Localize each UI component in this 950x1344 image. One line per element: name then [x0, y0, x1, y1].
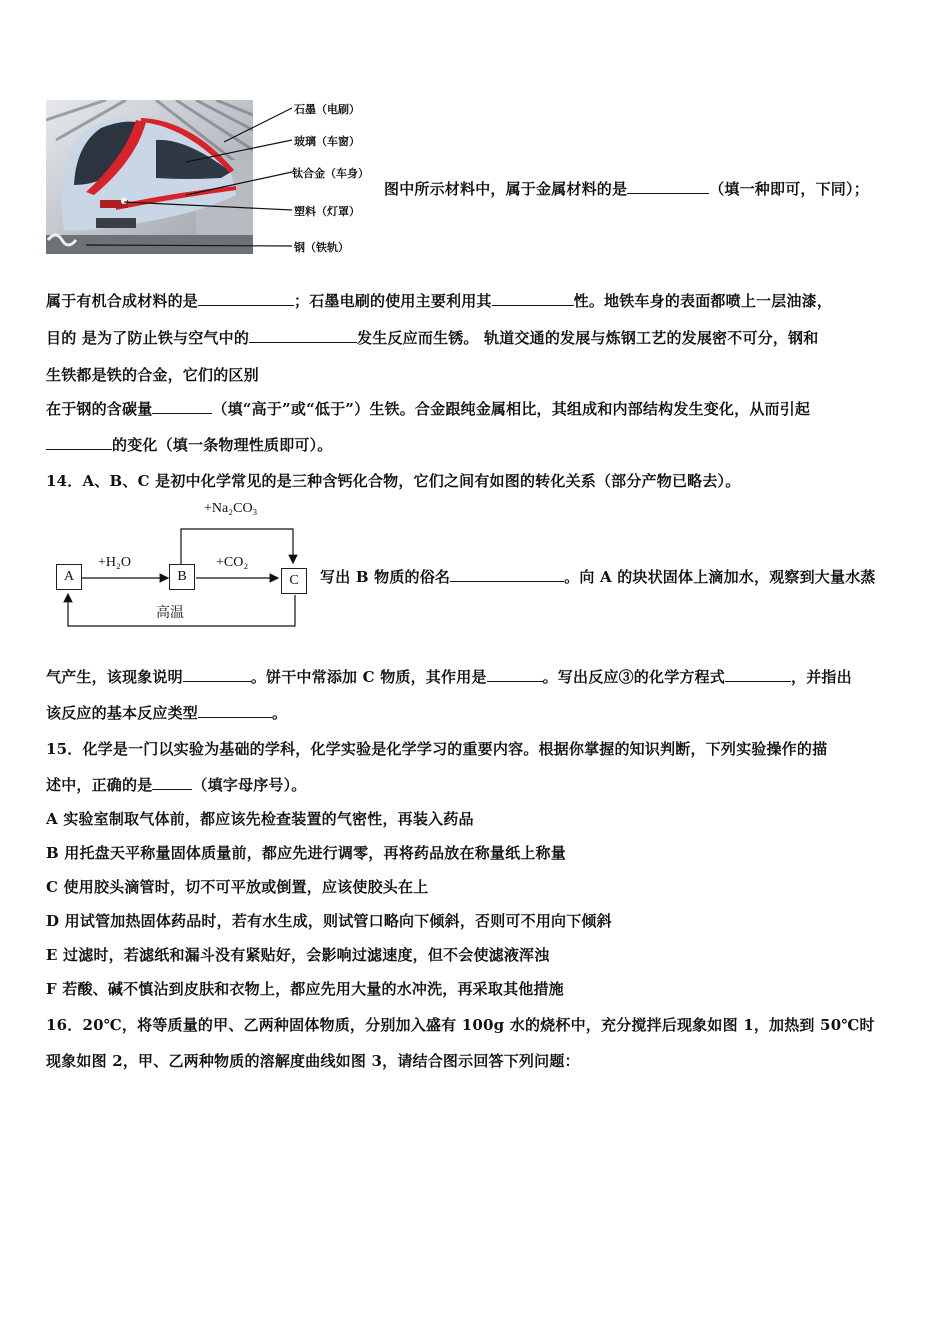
q14-text: 气产生，该现象说明 [46, 668, 183, 686]
q13-line2 [46, 290, 832, 311]
answer-blank-b-common-name[interactable] [450, 567, 564, 582]
q13-text: （填一种即可，下同）； [709, 180, 869, 198]
label-steel: 钢（铁轨） [294, 241, 349, 254]
label-plastic: 塑料（灯罩） [294, 205, 360, 218]
answer-blank-equation[interactable] [725, 667, 791, 682]
option-b: B 用托盘天平称量固体质量前，都应先进行调零，再将药品放在称量纸上称量 [46, 844, 566, 862]
label-glass: 玻璃（车窗） [294, 135, 360, 148]
option-c: C 使用胶头滴管时，切不可平放或倒置，应该使胶头在上 [46, 878, 429, 896]
q13-text: 目的 是为了防止铁与空气中的 [46, 329, 250, 347]
answer-blank-reaction-type[interactable] [198, 703, 272, 718]
train-materials-figure [46, 100, 376, 256]
q13-text: 在于钢的含碳量 [46, 400, 153, 418]
q14-text: 。写出反应③的化学方程式 [542, 668, 726, 686]
q13-text: 发生反应而生锈。 轨道交通的发展与炼钢工艺的发展密不可分，钢和 [357, 329, 819, 347]
q13-text: 性。地铁车身的表面都喷上一层油漆， [573, 292, 833, 310]
node-b: B [169, 564, 195, 590]
answer-blank-property[interactable] [492, 291, 574, 306]
edge-label-na2co3: +Na₂CO₃ [204, 501, 258, 516]
node-c: C [281, 568, 307, 594]
option-e: E 过滤时，若滤纸和漏斗没有紧贴好，会影响过滤速度，但不会使滤液浑浊 [46, 946, 550, 964]
answer-blank-air-component[interactable] [249, 328, 357, 343]
label-graphite: 石墨（电刷） [294, 103, 360, 116]
edge-label-high-temp: 高温 [156, 605, 184, 621]
q13-text: 图中所示材料中，属于金属材料的是 [384, 180, 628, 198]
q14-line3 [46, 702, 287, 723]
answer-blank-c-function[interactable] [487, 667, 543, 682]
q13-line6 [46, 434, 333, 455]
q14-text: 。饼干中常添加 C 物质，其作用是 [250, 668, 487, 686]
conversion-diagram [50, 498, 310, 633]
answer-blank-organic[interactable] [198, 291, 294, 306]
answer-blank-options[interactable] [152, 775, 192, 790]
option-f: F 若酸、碱不慎沾到皮肤和衣物上，都应先用大量的水冲洗，再采取其他措施 [46, 980, 564, 998]
q14-text: ，并指出 [791, 668, 852, 686]
edge-label-co2: +CO₂ [216, 555, 249, 570]
q13-text: （填“高于”或“低于”）生铁。合金跟纯金属相比，其组成和内部结构发生变化，从而引起 [212, 400, 811, 418]
q15-text: 述中，正确的是 [46, 776, 153, 794]
q14-text: 该反应的基本反应类型 [46, 704, 199, 722]
q15-text: （填字母序号）。 [192, 776, 307, 794]
q14-stem: 14．A、B、C 是初中化学常见的是三种含钙化合物，它们之间有如图的转化关系（部分产物已略去）。 [46, 472, 741, 490]
answer-blank-metal[interactable] [627, 179, 709, 194]
q15-stem-line1: 15．化学是一门以实验为基础的学科，化学实验是化学学习的重要内容。根据你掌握的知识判断，下列实验操作的描 [46, 740, 828, 758]
answer-blank-carbon[interactable] [152, 399, 212, 414]
q14-text: 。 [272, 704, 288, 722]
q14-line2 [46, 666, 852, 687]
q13-line3 [46, 327, 818, 348]
q13-text: ；石墨电刷的使用主要利用其 [294, 292, 492, 310]
answer-blank-physical-property[interactable] [46, 435, 112, 450]
q13-text: 属于有机合成材料的是 [46, 292, 199, 310]
q15-stem-line2 [46, 774, 307, 795]
q14-text: 写出 B 物质的俗名 [320, 568, 451, 586]
q13-line5 [46, 398, 810, 419]
q16-line2: 现象如图 2，甲、乙两种物质的溶解度曲线如图 3，请结合图示回答下列问题： [46, 1052, 580, 1070]
edge-label-water: +H₂O [98, 555, 131, 570]
q13-text: 的变化（填一条物理性质即可）。 [112, 436, 333, 454]
answer-blank-phenomenon[interactable] [183, 667, 251, 682]
node-a: A [56, 564, 82, 590]
q14-line1 [320, 566, 876, 587]
q13-line4: 生铁都是铁的合金，它们的区别 [46, 366, 259, 384]
label-titanium-alloy: 钛合金（车身） [292, 167, 369, 180]
q13-line1 [384, 178, 869, 199]
option-d: D 用试管加热固体药品时，若有水生成，则试管口略向下倾斜，否则可不用向下倾斜 [46, 912, 612, 930]
option-a: A 实验室制取气体前，都应该先检查装置的气密性，再装入药品 [46, 810, 474, 828]
q14-text: 。向 A 的块状固体上滴加水，观察到大量水蒸 [564, 568, 876, 586]
q16-line1: 16．20℃，将等质量的甲、乙两种固体物质，分别加入盛有 100g 水的烧杯中，充分搅拌后现象如图 1，加热到 50℃时 [46, 1016, 875, 1034]
